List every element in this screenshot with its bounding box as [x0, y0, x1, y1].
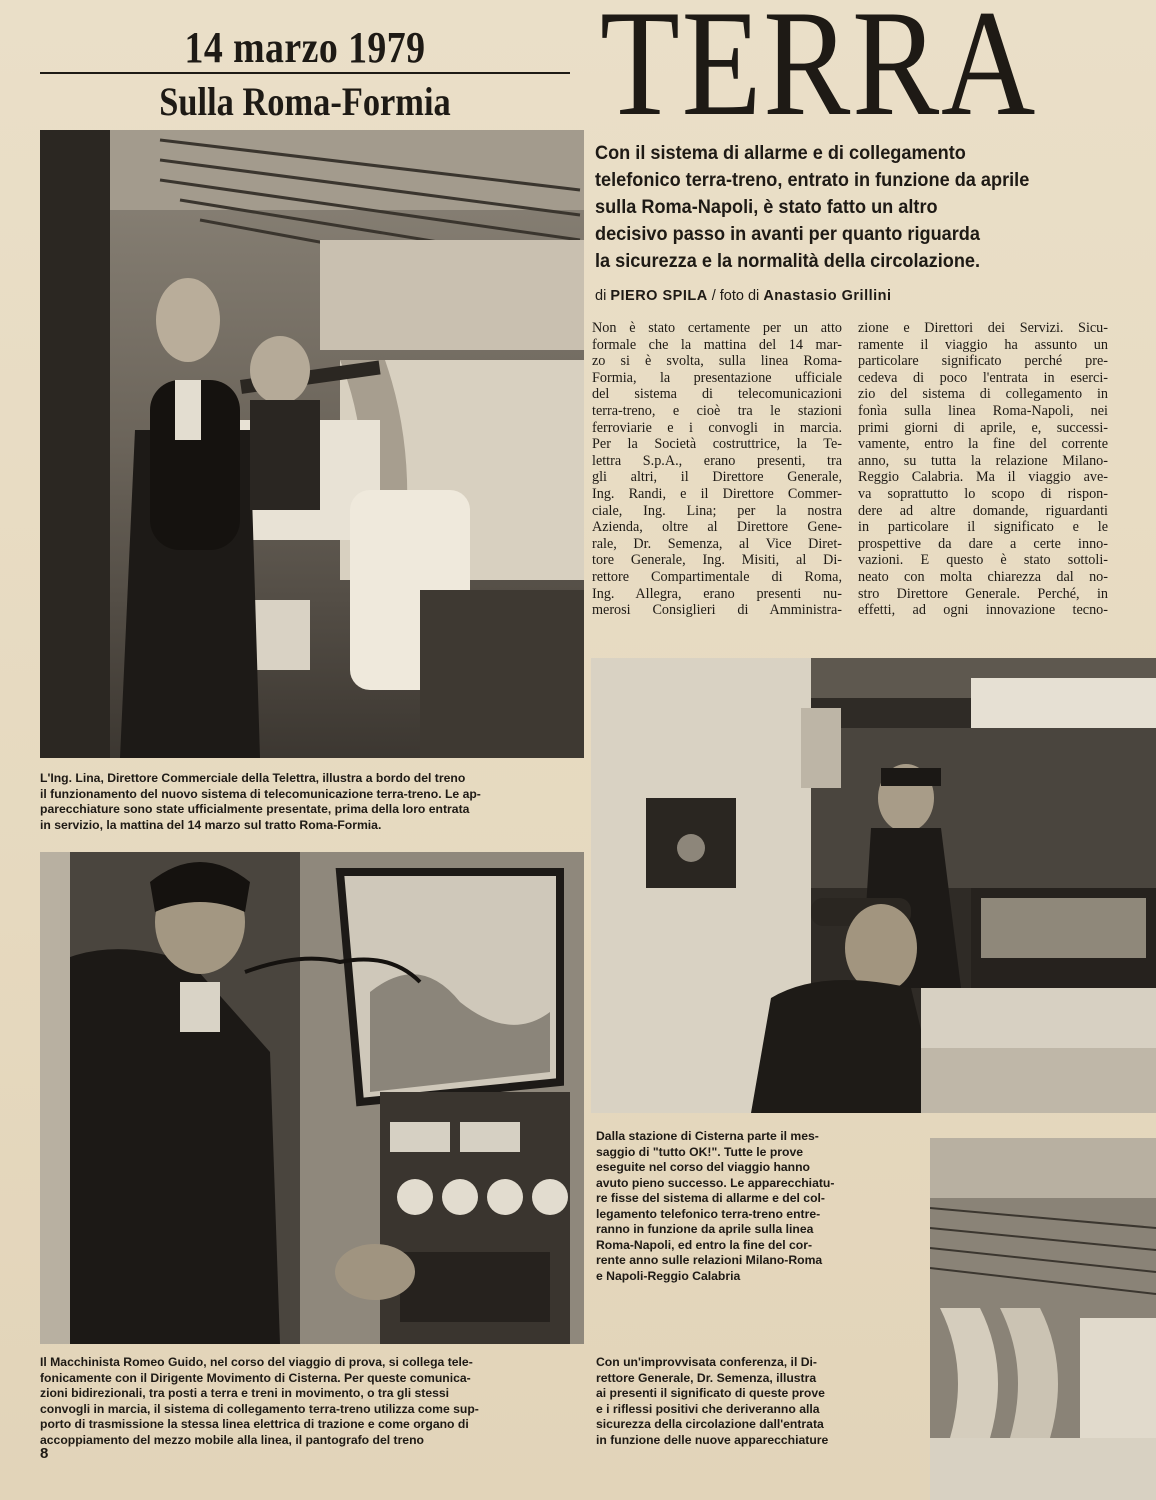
article-date: 14 marzo 1979 — [184, 23, 426, 72]
caption-line: e Napoli-Reggio Calabria — [596, 1268, 741, 1283]
photo-speaker-in-carriage — [40, 130, 584, 758]
caption-line: saggio di "tutto OK!". Tutte le prove — [596, 1144, 804, 1159]
caption-line: sicurezza della circolazione dall'entrata — [596, 1417, 824, 1431]
body-line: stro Direttore Generale. Perché, in — [858, 585, 1108, 602]
lead-paragraph — [595, 140, 1088, 275]
body-line: particolare significato perché pre- — [858, 353, 1108, 370]
caption-line: legamento telefonico terra-treno entre- — [596, 1206, 821, 1221]
body-line: formale che la mattina del 14 mar- — [592, 336, 842, 353]
caption-line: il funzionamento del nuovo sistema di telecomunicazione terra-treno. Le ap- — [40, 786, 481, 801]
body-line: rettore Compartimentale di Roma, — [592, 568, 842, 585]
caption-line: Con un'improvvisata conferenza, il Di- — [596, 1355, 817, 1369]
body-line: zione e Direttori dei Servizi. Sicu- — [858, 320, 1108, 336]
page-number: 8 — [40, 1445, 49, 1462]
caption-line: ranno in funzione da aprile sulla linea — [596, 1222, 814, 1236]
body-line: ramente il viaggio ha assunto un — [858, 336, 1108, 353]
body-line: Ing. Allegra, erano presenti nu- — [592, 585, 842, 602]
body-column-1 — [592, 320, 842, 619]
caption-line: parecchiature sono state ufficialmente presentate, prima della loro entrata — [40, 802, 470, 816]
caption-line: eseguite nel corso del viaggio hanno — [596, 1160, 811, 1174]
title-divider — [40, 72, 570, 74]
caption-line: re fisse del sistema di allarme e del col- — [596, 1191, 825, 1205]
body-line: tore Generale, Ing. Misiti, al Di- — [592, 552, 842, 569]
caption-line: ai presenti il significato di queste prove — [596, 1386, 825, 1400]
body-line: fonìa sulla linea Roma-Napoli, nei — [858, 402, 1108, 419]
body-line: gli altri, il Direttore Generale, — [592, 469, 842, 486]
body-line: in particolare il significato e le — [858, 519, 1108, 536]
body-line: effetti, ad ogni innovazione tecno- — [858, 602, 1108, 619]
caption-line: in servizio, la mattina del 14 marzo sul tratto Roma-Formia. — [40, 817, 382, 832]
caption-line: accoppiamento del mezzo mobile alla linea, il pantografo del treno — [40, 1432, 424, 1447]
caption-photo-3 — [596, 1129, 906, 1284]
body-line: Ing. Randi, e il Direttore Commer- — [592, 485, 842, 502]
caption-photo-1 — [40, 771, 580, 833]
caption-photo-4 — [596, 1355, 926, 1448]
caption-photo-2 — [40, 1355, 580, 1448]
body-line: zo si è svolta, sulla linea Roma- — [592, 353, 842, 370]
byline-photographer: Anastasio Grillini — [763, 288, 892, 304]
caption-line: Dalla stazione di Cisterna parte il mes- — [596, 1129, 819, 1143]
caption-line: convogli in marcia, il sistema di collegamento terra-treno utilizza come sup- — [40, 1401, 479, 1416]
body-line: terra-treno, e cioè tra le stazioni — [592, 402, 842, 419]
body-line: cedeva di poco l'entrata in eserci- — [858, 369, 1108, 386]
body-line: ciale, Ing. Lina; per la nostra — [592, 502, 842, 519]
body-line: rale, Dr. Semenza, al Vice Diret- — [592, 535, 842, 552]
caption-line: rente anno sulle relazioni Milano-Roma — [596, 1253, 823, 1267]
byline-author: PIERO SPILA — [610, 288, 708, 304]
photo-station-operators — [591, 658, 1156, 1113]
caption-line: rettore Generale, Dr. Semenza, illustra — [596, 1370, 817, 1385]
caption-line: Roma-Napoli, ed entro la fine del cor- — [596, 1237, 813, 1252]
body-line: Reggio Calabria. Ma il viaggio ave- — [858, 469, 1108, 486]
headline-word: TERRA — [600, 0, 1038, 138]
caption-line: Il Macchinista Romeo Guido, nel corso del viaggio di prova, si collega tele- — [40, 1355, 473, 1369]
body-line: vamente, entro la fine del corrente — [858, 436, 1108, 453]
body-line: anno, su tutta la relazione Milano- — [858, 452, 1108, 469]
body-line: Formia, la presentazione ufficiale — [592, 369, 842, 386]
caption-line: e i riflessi positivi che deriveranno alla — [596, 1401, 820, 1416]
lead-line: decisivo passo in avanti per quanto riguarda — [595, 223, 980, 245]
caption-line: in funzione delle nuove apparecchiature — [596, 1432, 829, 1447]
body-line: ferroviarie e i convogli in marcia. — [592, 419, 842, 436]
byline-separator: / foto di — [711, 288, 760, 304]
photo-carriage-interior — [930, 1138, 1156, 1500]
body-line: neato con molta chiarezza dal no- — [858, 568, 1108, 585]
body-column-2 — [858, 320, 1108, 619]
body-line: va soprattutto lo scopo di rispon- — [858, 485, 1108, 502]
lead-line: Con il sistema di allarme e di collegamento — [595, 142, 966, 164]
body-line: zio del sistema di collegamento in — [858, 386, 1108, 403]
body-line: primi giorni di aprile, e, successi- — [858, 419, 1108, 436]
lead-line: la sicurezza e la normalità della circolazione. — [595, 250, 981, 272]
body-line: Non è stato certamente per un atto — [592, 320, 842, 336]
body-line: lettra S.p.A., erano presenti, tra — [592, 452, 842, 469]
body-line: Azienda, oltre al Direttore Gene- — [592, 519, 842, 536]
body-line: Per la Società costruttrice, la Te- — [592, 436, 842, 453]
body-line: merosi Consiglieri di Amministra- — [592, 602, 842, 619]
body-line: prospettive da dare a certe inno- — [858, 535, 1108, 552]
caption-line: zioni bidirezionali, tra posti a terra e treni in movimento, o tra gli stessi — [40, 1386, 450, 1400]
article-subtitle: Sulla Roma-Formia — [159, 79, 451, 124]
body-line: vazioni. E questo è stato sottoli- — [858, 552, 1108, 569]
caption-line: avuto pieno successo. Le apparecchiatu- — [596, 1175, 835, 1190]
caption-line: fonicamente con il Dirigente Movimento di Cisterna. Per queste comunica- — [40, 1370, 471, 1385]
body-line: del sistema di telecomunicazioni — [592, 386, 842, 403]
byline — [595, 288, 1135, 304]
lead-line: telefonico terra-treno, entrato in funzione da aprile — [595, 169, 1030, 191]
byline-prefix: di — [595, 288, 607, 304]
lead-line: sulla Roma-Napoli, è stato fatto un altro — [595, 196, 938, 218]
caption-line: porto di trasmissione la stessa linea elettrica di trazione e come organo di — [40, 1417, 469, 1431]
body-line: dere ad altre domande, riguardanti — [858, 502, 1108, 519]
caption-line: L'Ing. Lina, Direttore Commerciale della Telettra, illustra a bordo del treno — [40, 771, 466, 785]
photo-driver-in-cab — [40, 852, 584, 1344]
